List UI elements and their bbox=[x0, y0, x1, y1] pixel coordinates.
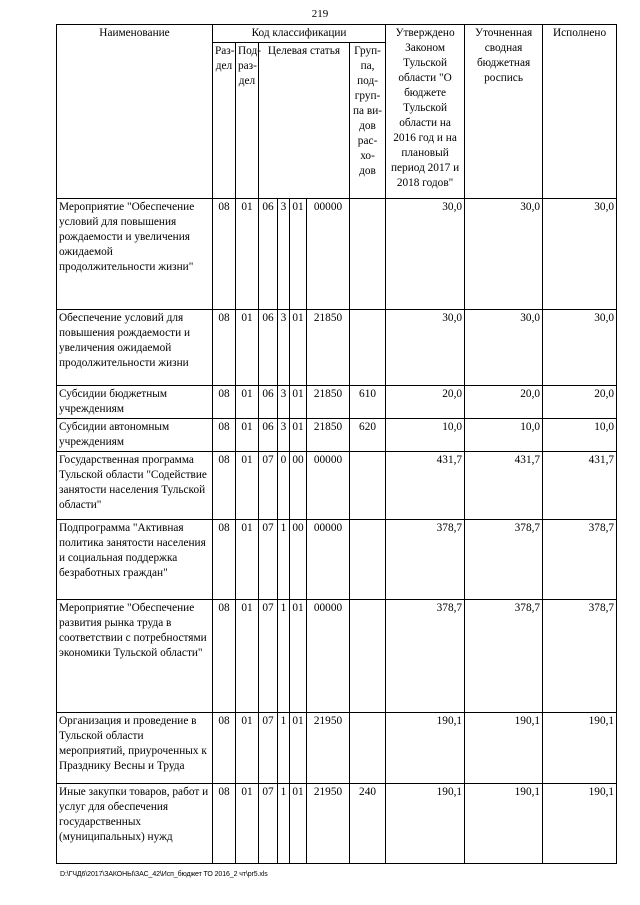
row-target-program: 07 bbox=[259, 520, 278, 600]
row-target-program: 06 bbox=[259, 419, 278, 452]
row-approved: 431,7 bbox=[386, 452, 465, 520]
header-podrazdel: Под-раз-дел bbox=[236, 43, 259, 199]
row-name: Субсидии бюджетным учреждениям bbox=[57, 386, 213, 419]
row-approved: 190,1 bbox=[386, 784, 465, 864]
row-razdel: 08 bbox=[213, 199, 236, 310]
row-target-direction: 21950 bbox=[307, 784, 350, 864]
row-target-direction: 21850 bbox=[307, 310, 350, 386]
row-target-program: 07 bbox=[259, 600, 278, 713]
row-name: Мероприятие "Обеспечение условий для повышения рождаемости и увеличения ожидаемой продолжительности жизни" bbox=[57, 199, 213, 310]
row-executed: 20,0 bbox=[543, 386, 617, 419]
row-target-program: 06 bbox=[259, 310, 278, 386]
row-name: Подпрограмма "Активная политика занятости населения и социальная поддержка безработных граждан" bbox=[57, 520, 213, 600]
row-target-event: 00 bbox=[290, 452, 307, 520]
row-razdel: 08 bbox=[213, 452, 236, 520]
row-target-direction: 00000 bbox=[307, 600, 350, 713]
row-executed: 30,0 bbox=[543, 310, 617, 386]
row-podrazdel: 01 bbox=[236, 310, 259, 386]
row-razdel: 08 bbox=[213, 520, 236, 600]
file-path-footer: D:\ГЧД6\2017\ЗАКОНЫ\ЗАС_42\Исп_бюджет ТО 2016_2 чт\pr5.xls bbox=[60, 871, 268, 878]
table-row bbox=[57, 784, 617, 864]
row-podrazdel: 01 bbox=[236, 713, 259, 784]
header-group: Груп-па, под-груп-па ви-дов рас-хо-дов bbox=[350, 43, 386, 199]
row-group bbox=[350, 600, 386, 713]
row-target-event: 01 bbox=[290, 419, 307, 452]
row-name: Организация и проведение в Тульской области мероприятий, приуроченных к Празднику Весны и Труда bbox=[57, 713, 213, 784]
row-group: 240 bbox=[350, 784, 386, 864]
row-razdel: 08 bbox=[213, 713, 236, 784]
header-target: Целевая статья bbox=[259, 43, 350, 199]
row-name: Субсидии автономным учреждениям bbox=[57, 419, 213, 452]
row-approved: 30,0 bbox=[386, 310, 465, 386]
row-target-direction: 21850 bbox=[307, 419, 350, 452]
row-target-event: 01 bbox=[290, 600, 307, 713]
table-row bbox=[57, 310, 617, 386]
row-refined: 190,1 bbox=[465, 713, 543, 784]
row-target-subprogram: 1 bbox=[278, 784, 290, 864]
row-target-subprogram: 3 bbox=[278, 419, 290, 452]
row-refined: 20,0 bbox=[465, 386, 543, 419]
row-target-program: 07 bbox=[259, 713, 278, 784]
row-group bbox=[350, 199, 386, 310]
row-refined: 190,1 bbox=[465, 784, 543, 864]
row-executed: 431,7 bbox=[543, 452, 617, 520]
row-executed: 30,0 bbox=[543, 199, 617, 310]
row-group: 610 bbox=[350, 386, 386, 419]
row-executed: 190,1 bbox=[543, 784, 617, 864]
row-refined: 378,7 bbox=[465, 600, 543, 713]
row-approved: 10,0 bbox=[386, 419, 465, 452]
row-name: Государственная программа Тульской области "Содействие занятости населения Тульской области" bbox=[57, 452, 213, 520]
table-row bbox=[57, 520, 617, 600]
row-group bbox=[350, 713, 386, 784]
row-refined: 30,0 bbox=[465, 199, 543, 310]
row-target-event: 01 bbox=[290, 386, 307, 419]
row-podrazdel: 01 bbox=[236, 199, 259, 310]
row-approved: 378,7 bbox=[386, 520, 465, 600]
header-refined: Уточненная сводная бюджетная роспись bbox=[465, 25, 543, 199]
table-row bbox=[57, 713, 617, 784]
header-executed: Исполнено bbox=[543, 25, 617, 199]
budget-table bbox=[56, 24, 617, 864]
header-razdel: Раз-дел bbox=[213, 43, 236, 199]
row-executed: 190,1 bbox=[543, 713, 617, 784]
row-target-direction: 00000 bbox=[307, 199, 350, 310]
row-refined: 378,7 bbox=[465, 520, 543, 600]
row-razdel: 08 bbox=[213, 310, 236, 386]
row-target-direction: 00000 bbox=[307, 452, 350, 520]
row-target-program: 06 bbox=[259, 199, 278, 310]
row-target-event: 00 bbox=[290, 520, 307, 600]
row-approved: 190,1 bbox=[386, 713, 465, 784]
row-podrazdel: 01 bbox=[236, 386, 259, 419]
row-target-subprogram: 1 bbox=[278, 600, 290, 713]
table-row bbox=[57, 600, 617, 713]
row-approved: 378,7 bbox=[386, 600, 465, 713]
row-target-program: 06 bbox=[259, 386, 278, 419]
row-group bbox=[350, 310, 386, 386]
row-target-subprogram: 3 bbox=[278, 310, 290, 386]
table-row bbox=[57, 199, 617, 310]
row-target-event: 01 bbox=[290, 713, 307, 784]
row-target-event: 01 bbox=[290, 784, 307, 864]
page-number: 219 bbox=[311, 8, 329, 20]
table-row bbox=[57, 452, 617, 520]
row-razdel: 08 bbox=[213, 386, 236, 419]
row-target-direction: 00000 bbox=[307, 520, 350, 600]
row-podrazdel: 01 bbox=[236, 784, 259, 864]
row-group: 620 bbox=[350, 419, 386, 452]
row-podrazdel: 01 bbox=[236, 600, 259, 713]
row-podrazdel: 01 bbox=[236, 452, 259, 520]
table-row bbox=[57, 419, 617, 452]
row-target-program: 07 bbox=[259, 452, 278, 520]
row-refined: 10,0 bbox=[465, 419, 543, 452]
row-podrazdel: 01 bbox=[236, 419, 259, 452]
row-target-event: 01 bbox=[290, 310, 307, 386]
header-approved: Утверждено Законом Тульской области "О бюджете Тульской области на 2016 год и на плановый период 2017 и 2018 годов" bbox=[386, 25, 465, 199]
row-executed: 378,7 bbox=[543, 600, 617, 713]
row-refined: 30,0 bbox=[465, 310, 543, 386]
row-name: Мероприятие "Обеспечение развития рынка труда в соответствии с потребностями экономики Тульской области" bbox=[57, 600, 213, 713]
row-approved: 30,0 bbox=[386, 199, 465, 310]
header-code-group: Код классификации bbox=[213, 25, 386, 43]
row-target-direction: 21850 bbox=[307, 386, 350, 419]
row-podrazdel: 01 bbox=[236, 520, 259, 600]
row-target-subprogram: 0 bbox=[278, 452, 290, 520]
row-target-subprogram: 3 bbox=[278, 199, 290, 310]
row-target-program: 07 bbox=[259, 784, 278, 864]
row-approved: 20,0 bbox=[386, 386, 465, 419]
row-name: Обеспечение условий для повышения рождаемости и увеличения ожидаемой продолжительности жизни bbox=[57, 310, 213, 386]
row-razdel: 08 bbox=[213, 784, 236, 864]
row-target-event: 01 bbox=[290, 199, 307, 310]
row-executed: 10,0 bbox=[543, 419, 617, 452]
row-target-direction: 21950 bbox=[307, 713, 350, 784]
row-razdel: 08 bbox=[213, 600, 236, 713]
row-name: Иные закупки товаров, работ и услуг для обеспечения государственных (муниципальных) нужд bbox=[57, 784, 213, 864]
row-target-subprogram: 3 bbox=[278, 386, 290, 419]
row-refined: 431,7 bbox=[465, 452, 543, 520]
row-target-subprogram: 1 bbox=[278, 520, 290, 600]
row-group bbox=[350, 452, 386, 520]
table-row bbox=[57, 386, 617, 419]
row-group bbox=[350, 520, 386, 600]
row-razdel: 08 bbox=[213, 419, 236, 452]
header-name: Наименование bbox=[57, 25, 213, 199]
row-executed: 378,7 bbox=[543, 520, 617, 600]
row-target-subprogram: 1 bbox=[278, 713, 290, 784]
